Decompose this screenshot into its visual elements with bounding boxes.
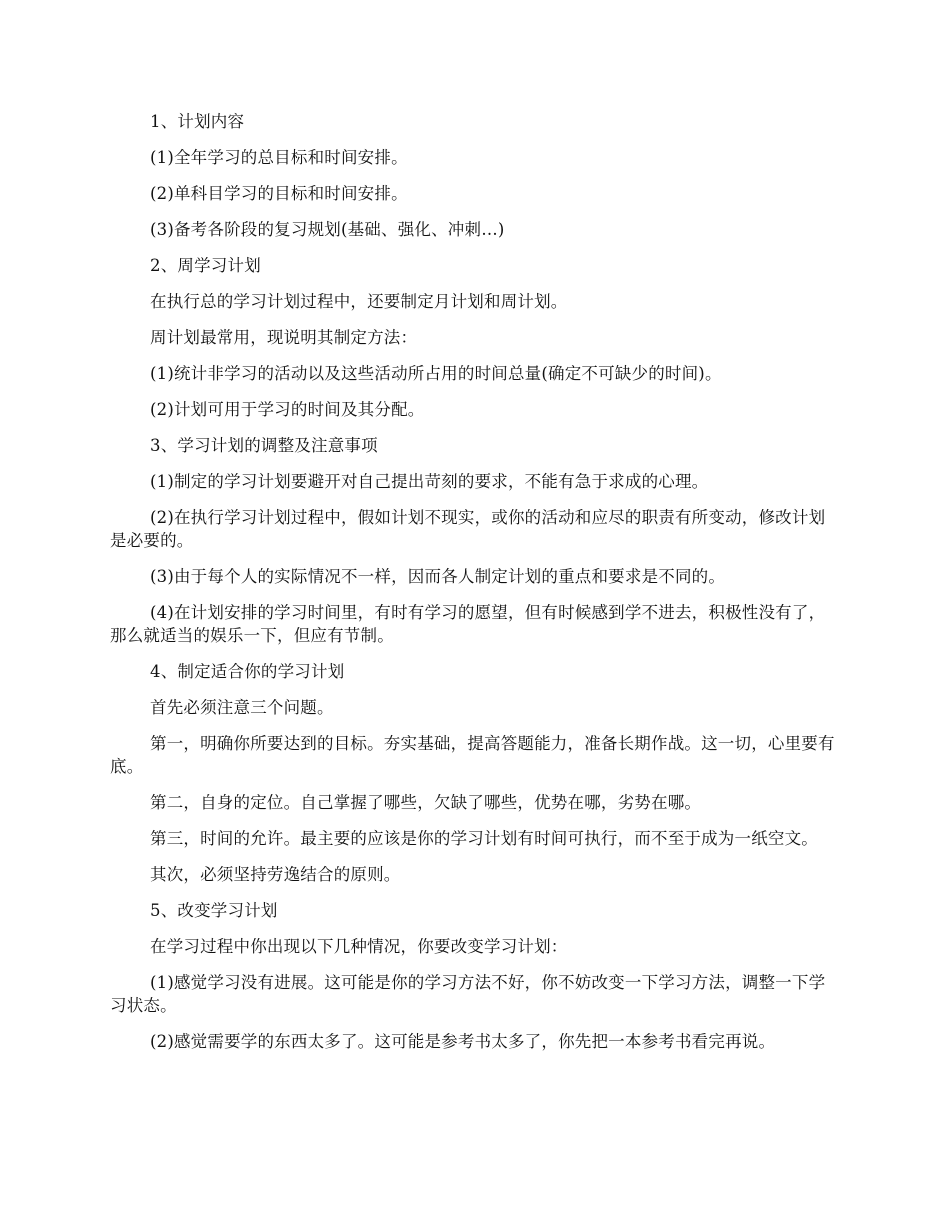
section-heading-weekly-plan: 2、周学习计划 (150, 256, 261, 275)
document-body (110, 110, 840, 1066)
paragraph: 第一，明确你所要达到的目标。夯实基础，提高答题能力，准备长期作战。这一切，心里要有底。 (110, 734, 835, 776)
paragraph: (1)感觉学习没有进展。这可能是你的学习方法不好，你不妨改变一下学习方法，调整一下学习状态。 (110, 973, 826, 1015)
paragraph: 第三，时间的允许。最主要的应该是你的学习计划有时间可执行，而不至于成为一纸空文。 (150, 829, 818, 848)
paragraph: (1)制定的学习计划要避开对自己提出苛刻的要求，不能有急于求成的心理。 (150, 472, 709, 491)
paragraph: (2)感觉需要学的东西太多了。这可能是参考书太多了，你先把一本参考书看完再说。 (150, 1032, 776, 1051)
paragraph: (2)在执行学习计划过程中，假如计划不现实，或你的活动和应尽的职责有所变动，修改计划是必要的。 (110, 508, 826, 550)
paragraph: (3)备考各阶段的复习规划(基础、强化、冲刺…) (150, 220, 505, 239)
section-heading-plan-content: 1、计划内容 (150, 112, 245, 131)
section-heading-change-plan: 5、改变学习计划 (150, 901, 278, 920)
paragraph: (2)计划可用于学习的时间及其分配。 (150, 400, 425, 419)
paragraph: 首先必须注意三个问题。 (150, 698, 334, 717)
paragraph: (4)在计划安排的学习时间里，有时有学习的愿望，但有时候感到学不进去，积极性没有了，那么就适当的娱乐一下，但应有节制。 (110, 603, 826, 645)
paragraph: 其次，必须坚持劳逸结合的原则。 (150, 865, 401, 884)
paragraph: (2)单科目学习的目标和时间安排。 (150, 184, 408, 203)
paragraph: 周计划最常用，现说明其制定方法： (150, 328, 418, 347)
paragraph: 在学习过程中你出现以下几种情况，你要改变学习计划： (150, 937, 568, 956)
paragraph: (1)全年学习的总目标和时间安排。 (150, 148, 408, 167)
paragraph: 第二，自身的定位。自己掌握了哪些，欠缺了哪些，优势在哪，劣势在哪。 (150, 793, 702, 812)
paragraph: (1)统计非学习的活动以及这些活动所占用的时间总量(确定不可缺少的时间)。 (150, 364, 722, 383)
paragraph: (3)由于每个人的实际情况不一样，因而各人制定计划的重点和要求是不同的。 (150, 567, 726, 586)
paragraph: 在执行总的学习计划过程中，还要制定月计划和周计划。 (150, 292, 568, 311)
section-heading-suitable-plan: 4、制定适合你的学习计划 (150, 662, 345, 681)
section-heading-adjustment: 3、学习计划的调整及注意事项 (150, 436, 378, 455)
